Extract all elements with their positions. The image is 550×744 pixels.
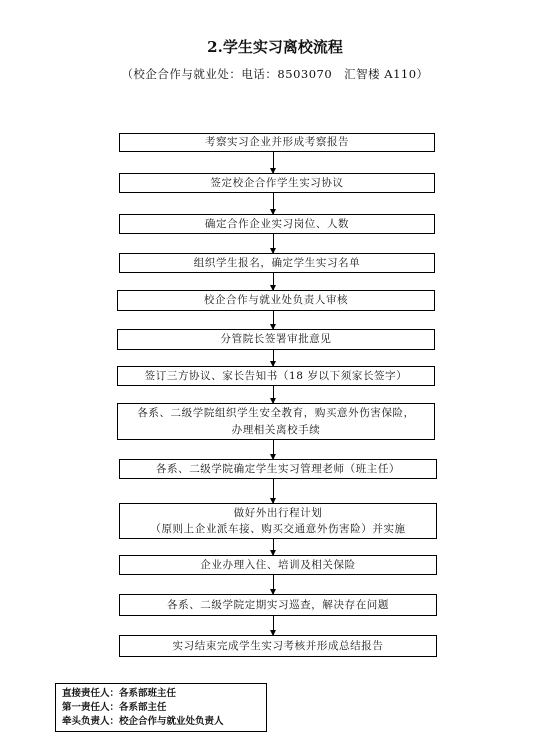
flow-step-8 [117,403,435,440]
flow-step-text: 企业办理入住、培训及相关保险 [200,558,356,571]
flow-step-text: （原则上企业派车接、购买交通意外伤害险）并实施 [150,523,406,535]
flow-step-text: 考察实习企业并形成考察报告 [204,136,350,149]
flow-step-9 [119,459,437,479]
flow-step-2 [119,173,435,193]
flow-step-text: 各系、二级学院组织学生安全教育，购买意外伤害保险， [137,407,415,420]
flow-step-text: 办理相关离校手续 [231,423,321,436]
flow-step-text: 校企合作与就业处负责人审核 [203,294,349,307]
flow-arrow [273,479,274,503]
flow-arrow [273,273,274,290]
direct-responsible-person: 直接责任人：各系部班主任 [62,688,177,699]
flow-arrow [273,350,274,366]
flow-arrow [273,575,274,594]
first-responsible-person: 第一责任人：各系部主任 [62,702,167,713]
flow-step-text: 签定校企合作学生实习协议 [210,176,344,189]
flow-step-text: 各系、二级学院定期实习巡查，解决存在问题 [167,598,389,611]
flow-step-12 [119,594,437,616]
contact-subtitle: （校企合作与就业处：电话：8503070 汇智楼 A110） [121,67,429,81]
flow-step-5 [117,290,435,311]
flow-step-text: 做好外出行程计划 [233,506,323,519]
lead-responsible-person: 牵头负责人：校企合作与就业处负责人 [62,716,224,727]
flow-step-text: 实习结束完成学生实习考核并形成总结报告 [172,639,384,652]
responsibility-box [55,683,267,732]
flow-arrow [273,539,274,555]
flow-step-11 [119,555,437,575]
flow-arrow [273,440,274,459]
flow-step-7 [117,366,435,386]
flow-step-text: 确定合作企业实习岗位、人数 [204,217,350,230]
flow-step-3 [119,214,435,234]
flow-arrow [273,152,274,173]
flow-arrow [273,311,274,329]
flow-step-text: 签订三方协议、家长告知书（18 岁以下须家长签字） [144,369,408,382]
flow-arrow [273,193,274,214]
flow-arrow [273,616,274,635]
flow-step-text: 各系、二级学院确定学生实习管理老师（班主任） [155,462,401,475]
flow-step-13 [119,635,437,657]
flow-step-text: 分管院长签署审批意见 [220,333,332,346]
page-title: 2.学生实习离校流程 [207,38,343,56]
flow-step-text: 组织学生报名，确定学生实习名单 [193,256,361,269]
flow-step-6 [117,329,435,350]
flow-step-10 [119,503,437,539]
flow-step-1 [119,133,435,152]
flow-arrow [273,234,274,253]
flow-arrow [273,386,274,403]
flow-step-4 [119,253,435,273]
